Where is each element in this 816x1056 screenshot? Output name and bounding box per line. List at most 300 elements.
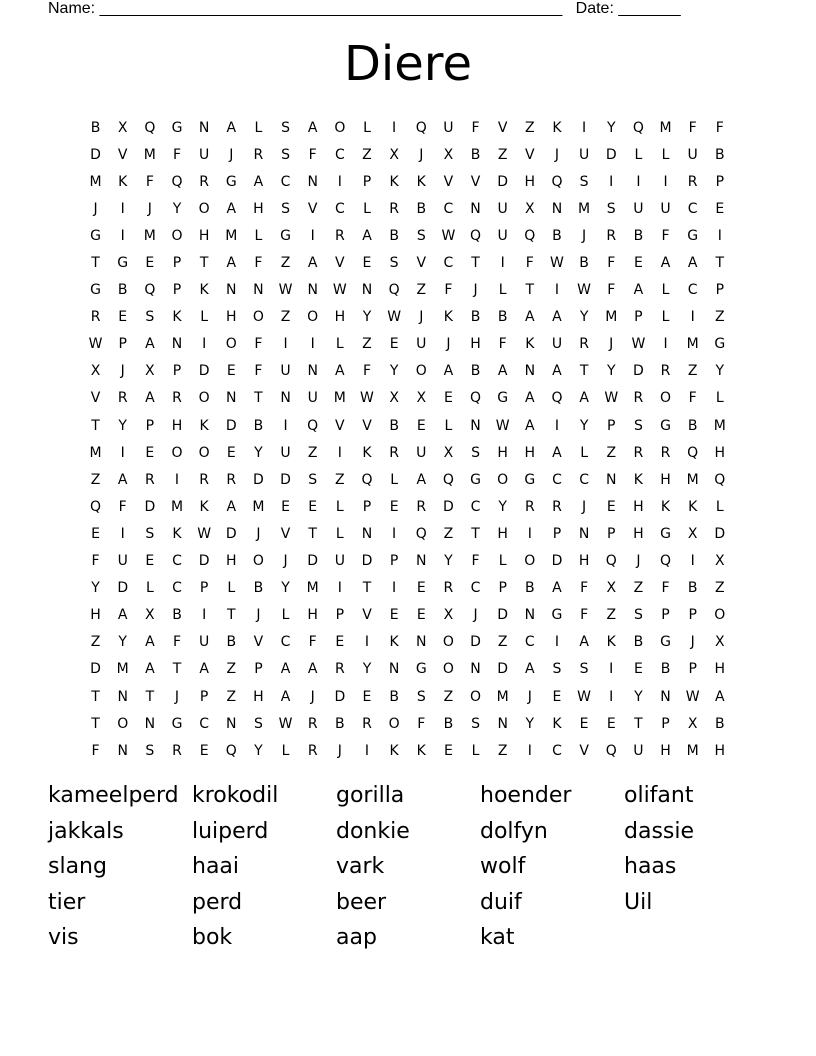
- grid-letter: U: [334, 553, 345, 570]
- grid-letter: A: [145, 634, 155, 651]
- grid-letter: U: [117, 553, 128, 570]
- grid-letter: I: [527, 742, 532, 759]
- grid-letter: G: [171, 119, 183, 136]
- grid-letter: I: [690, 553, 695, 570]
- grid-letter: Z: [633, 580, 644, 597]
- grid-letter: B: [687, 580, 698, 597]
- grid-letter: U: [280, 363, 291, 380]
- grid-letter: E: [606, 498, 616, 515]
- grid-letter: G: [497, 390, 509, 407]
- grid-letter: J: [147, 200, 152, 217]
- word-bank-item: kameelperd: [48, 783, 179, 809]
- grid-letter: F: [254, 336, 263, 353]
- grid-letter: Q: [605, 742, 617, 759]
- grid-letter: W: [495, 417, 510, 434]
- grid-letter: W: [685, 688, 700, 705]
- grid-letter: T: [145, 688, 155, 705]
- grid-letter: M: [143, 146, 156, 163]
- grid-letter: A: [335, 363, 345, 380]
- grid-letter: B: [579, 255, 589, 272]
- grid-letter: K: [688, 498, 698, 515]
- grid-letter: I: [554, 634, 560, 651]
- grid-letter: T: [226, 607, 236, 624]
- grid-letter: K: [606, 634, 616, 651]
- grid-letter: F: [715, 119, 724, 136]
- grid-letter: N: [280, 390, 291, 407]
- grid-letter: C: [552, 742, 562, 759]
- grid-letter: L: [715, 498, 724, 515]
- grid-letter: P: [172, 363, 182, 380]
- grid-letter: F: [580, 580, 589, 597]
- grid-letter: U: [578, 146, 590, 163]
- grid-letter: I: [609, 173, 614, 190]
- grid-letter: B: [660, 661, 671, 678]
- grid-letter: D: [334, 688, 346, 705]
- grid-letter: Y: [362, 309, 372, 326]
- grid-letter: V: [470, 173, 481, 190]
- grid-letter: J: [310, 688, 315, 705]
- word-bank-item: duif: [480, 889, 522, 915]
- grid-letter: I: [636, 173, 641, 190]
- grid-letter: I: [120, 525, 125, 542]
- grid-letter: X: [389, 390, 399, 407]
- grid-letter: K: [199, 417, 209, 434]
- grid-letter: B: [90, 119, 101, 136]
- grid-letter: H: [714, 742, 726, 759]
- grid-letter: Y: [498, 498, 507, 515]
- grid-letter: I: [310, 336, 315, 353]
- grid-letter: I: [663, 336, 668, 353]
- grid-letter: E: [91, 525, 100, 542]
- grid-letter: Q: [415, 119, 427, 136]
- grid-letter: B: [389, 688, 399, 705]
- word-bank-item: olifant: [624, 783, 694, 809]
- grid-letter: O: [470, 688, 482, 705]
- grid-letter: Q: [225, 742, 237, 759]
- grid-letter: M: [686, 742, 699, 759]
- grid-letter: I: [392, 119, 397, 136]
- grid-letter: Y: [606, 119, 616, 136]
- grid-letter: H: [714, 661, 726, 678]
- grid-letter: I: [202, 607, 207, 624]
- grid-letter: R: [579, 336, 589, 353]
- grid-letter: A: [307, 119, 318, 136]
- grid-letter: E: [389, 336, 399, 353]
- grid-letter: F: [661, 227, 670, 244]
- grid-letter: D: [497, 661, 509, 678]
- grid-letter: R: [307, 742, 318, 759]
- grid-letter: U: [416, 336, 427, 353]
- grid-letter: Z: [280, 309, 291, 326]
- grid-letter: A: [579, 390, 589, 407]
- grid-letter: F: [362, 363, 371, 380]
- word-bank-item: donkie: [336, 818, 410, 844]
- grid-letter: R: [172, 390, 182, 407]
- grid-letter: P: [172, 255, 182, 272]
- grid-letter: J: [582, 227, 587, 244]
- grid-letter: Q: [551, 390, 563, 407]
- grid-letter: D: [443, 498, 454, 515]
- grid-letter: S: [471, 715, 480, 732]
- grid-letter: E: [443, 390, 453, 407]
- grid-letter: V: [335, 255, 345, 272]
- grid-letter: Y: [281, 580, 290, 597]
- grid-letter: A: [525, 661, 535, 678]
- grid-letter: P: [688, 607, 697, 624]
- grid-letter: P: [145, 417, 155, 434]
- grid-letter: P: [199, 688, 209, 705]
- grid-letter: F: [607, 282, 616, 299]
- grid-letter: E: [226, 444, 236, 461]
- grid-letter: T: [91, 688, 100, 705]
- grid-letter: H: [334, 309, 346, 326]
- grid-letter: D: [605, 146, 617, 163]
- grid-letter: R: [253, 146, 264, 163]
- grid-letter: F: [308, 146, 317, 163]
- grid-letter: A: [362, 227, 372, 244]
- grid-letter: Z: [362, 146, 372, 163]
- grid-letter: Q: [470, 227, 482, 244]
- grid-letter: I: [202, 336, 207, 353]
- grid-letter: M: [578, 200, 591, 217]
- grid-letter: H: [714, 444, 726, 461]
- grid-letter: L: [200, 309, 209, 326]
- grid-letter: N: [606, 471, 617, 488]
- word-bank-item: hoender: [480, 783, 572, 809]
- grid-letter: I: [120, 200, 125, 217]
- grid-letter: A: [307, 255, 318, 272]
- grid-letter: H: [524, 173, 536, 190]
- grid-letter: A: [552, 363, 562, 380]
- grid-letter: N: [524, 607, 536, 624]
- word-bank-item: luiperd: [192, 818, 269, 844]
- grid-letter: D: [90, 146, 101, 163]
- word-bank-item: tier: [48, 889, 86, 915]
- grid-letter: R: [389, 444, 399, 461]
- grid-letter: W: [577, 282, 592, 299]
- grid-letter: W: [278, 282, 293, 299]
- grid-letter: X: [715, 553, 725, 570]
- grid-letter: B: [253, 417, 264, 434]
- grid-letter: Y: [525, 715, 535, 732]
- grid-letter: P: [389, 553, 399, 570]
- grid-letter: M: [686, 471, 699, 488]
- grid-letter: U: [443, 119, 454, 136]
- grid-letter: F: [91, 553, 100, 570]
- grid-letter: B: [389, 227, 399, 244]
- grid-letter: W: [631, 336, 646, 353]
- grid-letter: L: [335, 498, 344, 515]
- grid-letter: X: [416, 390, 427, 407]
- grid-letter: S: [145, 525, 155, 542]
- grid-letter: X: [715, 634, 725, 651]
- grid-letter: H: [226, 309, 237, 326]
- grid-letter: N: [361, 525, 373, 542]
- grid-letter: F: [417, 715, 426, 732]
- grid-letter: K: [199, 498, 209, 515]
- grid-letter: B: [715, 146, 725, 163]
- grid-letter: M: [170, 498, 184, 515]
- grid-letter: H: [253, 688, 264, 705]
- grid-letter: N: [198, 119, 210, 136]
- grid-letter: R: [90, 309, 101, 326]
- grid-letter: N: [470, 200, 481, 217]
- grid-letter: O: [524, 553, 536, 570]
- grid-letter: Z: [497, 146, 508, 163]
- grid-letter: P: [661, 715, 670, 732]
- grid-letter: E: [606, 715, 616, 732]
- grid-letter: B: [687, 417, 698, 434]
- grid-letter: R: [307, 715, 318, 732]
- grid-letter: U: [551, 336, 563, 353]
- grid-letter: C: [470, 498, 481, 515]
- word-bank-item: dolfyn: [480, 818, 548, 844]
- grid-letter: N: [361, 282, 373, 299]
- grid-letter: X: [145, 607, 155, 624]
- grid-letter: T: [525, 282, 535, 299]
- grid-letter: K: [416, 173, 426, 190]
- grid-letter: T: [634, 715, 643, 732]
- grid-letter: Q: [660, 553, 672, 570]
- grid-letter: P: [607, 417, 616, 434]
- grid-letter: N: [307, 282, 318, 299]
- grid-letter: N: [307, 173, 318, 190]
- grid-letter: E: [145, 255, 155, 272]
- grid-letter: J: [419, 146, 424, 163]
- grid-letter: B: [525, 580, 535, 597]
- word-bank-item: wolf: [480, 854, 526, 880]
- grid-letter: R: [416, 498, 427, 515]
- grid-letter: X: [443, 444, 454, 461]
- grid-letter: X: [389, 146, 399, 163]
- grid-letter: S: [253, 715, 263, 732]
- grid-letter: R: [144, 471, 155, 488]
- grid-letter: A: [117, 607, 128, 624]
- grid-letter: R: [389, 200, 399, 217]
- grid-letter: U: [497, 200, 508, 217]
- grid-letter: A: [145, 390, 155, 407]
- grid-letter: O: [117, 715, 129, 732]
- grid-letter: F: [172, 146, 182, 163]
- grid-letter: Z: [715, 580, 725, 597]
- grid-letter: C: [280, 634, 291, 651]
- grid-letter: Q: [714, 471, 726, 488]
- grid-letter: V: [280, 525, 291, 542]
- grid-letter: J: [256, 525, 261, 542]
- grid-letter: R: [633, 390, 644, 407]
- grid-letter: G: [90, 282, 101, 299]
- grid-letter: T: [91, 417, 100, 434]
- grid-letter: S: [579, 661, 589, 678]
- grid-letter: I: [283, 336, 288, 353]
- grid-letter: Z: [90, 634, 101, 651]
- grid-letter: Z: [90, 471, 101, 488]
- grid-letter: J: [609, 336, 614, 353]
- grid-letter: B: [715, 715, 725, 732]
- grid-letter: H: [524, 444, 536, 461]
- grid-letter: I: [310, 227, 315, 244]
- grid-letter: U: [199, 146, 210, 163]
- grid-letter: M: [89, 173, 102, 190]
- grid-letter: X: [687, 715, 698, 732]
- grid-letter: E: [362, 688, 372, 705]
- grid-letter: X: [606, 580, 617, 597]
- grid-letter: K: [362, 444, 372, 461]
- grid-letter: O: [714, 607, 726, 624]
- grid-letter: T: [172, 661, 182, 678]
- grid-letter: F: [91, 742, 100, 759]
- grid-letter: O: [497, 471, 509, 488]
- grid-letter: V: [335, 417, 345, 434]
- grid-letter: I: [337, 580, 342, 597]
- grid-letter: C: [172, 580, 182, 597]
- grid-letter: N: [171, 336, 183, 353]
- grid-letter: U: [497, 227, 508, 244]
- grid-letter: K: [172, 309, 182, 326]
- grid-letter: W: [88, 336, 103, 353]
- grid-letter: A: [552, 444, 562, 461]
- grid-letter: E: [416, 607, 426, 624]
- grid-letter: V: [362, 417, 372, 434]
- grid-letter: I: [392, 580, 397, 597]
- grid-letter: J: [554, 146, 560, 163]
- grid-letter: C: [687, 200, 698, 217]
- grid-letter: F: [145, 173, 154, 190]
- word-bank-item: bok: [192, 925, 233, 951]
- grid-letter: L: [254, 119, 263, 136]
- grid-letter: P: [362, 173, 372, 190]
- grid-letter: W: [278, 715, 293, 732]
- grid-letter: Y: [254, 742, 263, 759]
- grid-letter: K: [525, 336, 535, 353]
- grid-letter: Y: [389, 363, 399, 380]
- grid-letter: L: [498, 553, 507, 570]
- grid-letter: G: [470, 471, 481, 488]
- grid-letter: P: [715, 282, 725, 299]
- grid-letter: W: [387, 309, 402, 326]
- grid-letter: Z: [497, 742, 508, 759]
- grid-letter: J: [473, 282, 478, 299]
- grid-letter: L: [335, 336, 344, 353]
- grid-letter: O: [252, 309, 264, 326]
- grid-letter: L: [498, 282, 507, 299]
- grid-letter: N: [551, 200, 563, 217]
- grid-letter: E: [145, 553, 155, 570]
- grid-letter: Y: [172, 200, 182, 217]
- grid-letter: A: [687, 255, 698, 272]
- grid-letter: K: [118, 173, 128, 190]
- grid-letter: X: [90, 363, 101, 380]
- grid-letter: T: [471, 525, 480, 542]
- grid-letter: B: [117, 282, 128, 299]
- grid-letter: I: [582, 119, 587, 136]
- word-bank-item: slang: [48, 854, 107, 880]
- grid-letter: A: [280, 688, 291, 705]
- grid-letter: K: [552, 119, 562, 136]
- grid-letter: M: [496, 688, 509, 705]
- grid-letter: C: [470, 580, 481, 597]
- grid-letter: A: [497, 363, 508, 380]
- grid-letter: Z: [443, 525, 454, 542]
- grid-letter: C: [172, 553, 182, 570]
- grid-letter: P: [498, 580, 507, 597]
- grid-letter: Q: [307, 417, 319, 434]
- grid-letter: D: [280, 471, 291, 488]
- grid-letter: V: [117, 146, 128, 163]
- grid-letter: S: [416, 688, 426, 705]
- grid-letter: T: [91, 715, 100, 732]
- grid-letter: P: [118, 336, 127, 353]
- grid-letter: L: [661, 309, 670, 326]
- grid-letter: L: [254, 227, 263, 244]
- grid-letter: C: [524, 634, 535, 651]
- grid-letter: P: [362, 498, 372, 515]
- grid-letter: D: [225, 525, 237, 542]
- grid-letter: O: [198, 200, 210, 217]
- grid-letter: X: [145, 363, 155, 380]
- word-bank-item: vark: [336, 854, 385, 880]
- grid-letter: H: [253, 200, 264, 217]
- grid-letter: D: [225, 417, 237, 434]
- grid-letter: W: [604, 390, 619, 407]
- grid-letter: I: [717, 227, 722, 244]
- grid-letter: S: [389, 255, 399, 272]
- grid-letter: C: [334, 146, 345, 163]
- grid-letter: F: [471, 119, 480, 136]
- grid-letter: I: [527, 525, 532, 542]
- grid-letter: N: [470, 417, 481, 434]
- grid-letter: G: [551, 607, 563, 624]
- grid-letter: A: [443, 363, 454, 380]
- grid-letter: P: [715, 173, 725, 190]
- grid-letter: E: [416, 580, 426, 597]
- grid-letter: L: [444, 417, 453, 434]
- word-bank-item: gorilla: [336, 783, 405, 809]
- grid-letter: Q: [388, 282, 400, 299]
- grid-letter: E: [145, 444, 155, 461]
- name-field-label: Name: ____________________________________________________: [48, 0, 563, 17]
- grid-letter: X: [525, 200, 535, 217]
- grid-letter: R: [334, 661, 345, 678]
- grid-letter: B: [633, 634, 644, 651]
- grid-letter: Q: [632, 119, 644, 136]
- grid-letter: B: [416, 200, 427, 217]
- grid-letter: T: [362, 580, 372, 597]
- grid-letter: E: [579, 715, 589, 732]
- grid-letter: F: [444, 282, 453, 299]
- grid-letter: M: [143, 227, 156, 244]
- grid-letter: B: [552, 227, 562, 244]
- grid-letter: Y: [362, 661, 372, 678]
- grid-letter: B: [470, 309, 481, 326]
- grid-letter: A: [525, 390, 535, 407]
- grid-letter: D: [551, 553, 563, 570]
- grid-letter: B: [470, 146, 481, 163]
- grid-letter: G: [225, 173, 237, 190]
- grid-letter: S: [281, 200, 290, 217]
- grid-letter: T: [471, 255, 480, 272]
- grid-letter: O: [415, 363, 427, 380]
- grid-letter: I: [364, 634, 370, 651]
- grid-letter: H: [226, 553, 237, 570]
- grid-letter: M: [605, 309, 618, 326]
- word-bank-item: beer: [336, 889, 387, 915]
- grid-letter: D: [632, 363, 644, 380]
- grid-letter: W: [332, 282, 347, 299]
- grid-letter: H: [307, 607, 318, 624]
- grid-letter: W: [441, 227, 456, 244]
- grid-letter: N: [497, 715, 508, 732]
